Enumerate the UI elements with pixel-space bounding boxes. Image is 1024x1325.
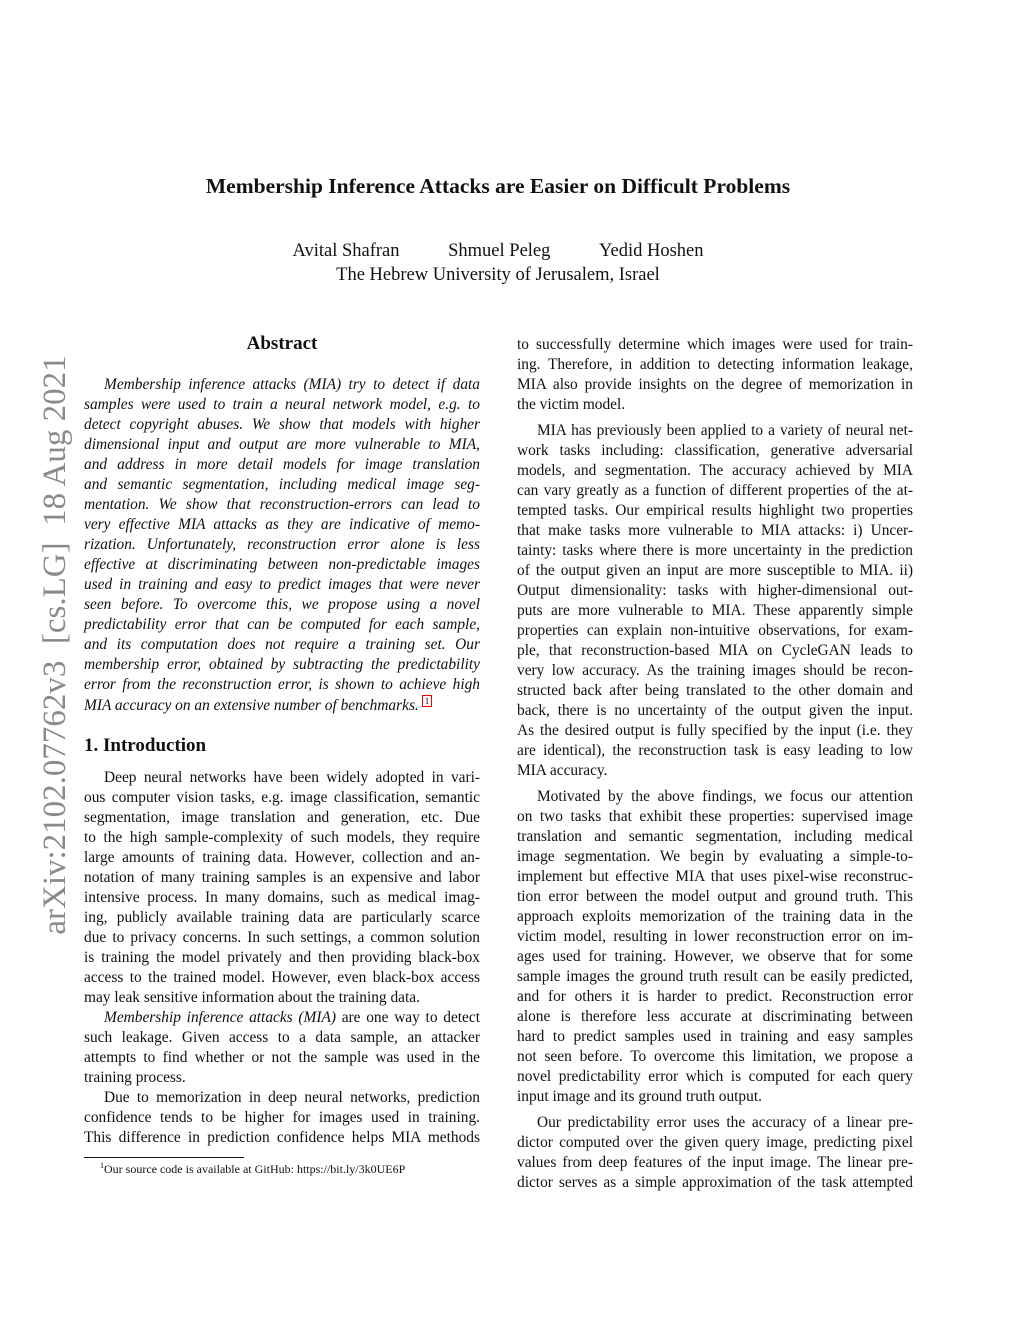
text-line: tion error between the model output and ground truth. This — [517, 888, 913, 905]
text-line: MIA also provide insights on the degree of memorization in — [517, 376, 913, 393]
text-line: predictability error that can be computed for each sample, — [84, 616, 480, 633]
footnote-text: Our source code is available at GitHub: https://bit.ly/3k0UE6P — [104, 1162, 406, 1176]
text-line: ous computer vision tasks, e.g. image classification, semantic — [84, 789, 480, 806]
text-line: MIA accuracy. — [517, 762, 608, 779]
text-line: victim model, resulting in lower reconstruction error on im- — [517, 928, 913, 945]
text-line: intensive process. In many domains, such as medical imag- — [84, 889, 480, 906]
text-line: are identical), the reconstruction task is easy leading to low — [517, 742, 913, 759]
text-line: novel predictability error which is computed for each query — [517, 1068, 913, 1085]
author-name: Yedid Hoshen — [599, 241, 704, 261]
author-list — [0, 241, 996, 262]
footnote-divider — [84, 1157, 244, 1158]
text-line: properties can explain non-intuitive observations, for exam- — [517, 622, 913, 639]
arxiv-identifier: arXiv:2102.07762v3 [cs.LG] 18 Aug 2021 — [37, 355, 73, 935]
text-line: seen before. To overcome this, we propose using a novel — [84, 596, 480, 613]
text-line: segmentation, image translation and generation, etc. Due — [84, 809, 480, 826]
text-line: of the output given an input are more susceptible to MIA. ii) — [517, 562, 913, 579]
text-line: sample images the ground truth result can be easily predicted, — [517, 968, 913, 985]
text-line: notation of many training samples is an expensive and labor — [84, 869, 480, 886]
section-heading: 1. Introduction — [84, 735, 207, 756]
text-line: to the high sample-complexity of such models, they require — [84, 829, 480, 846]
footnote-reference-link[interactable]: 1 — [422, 695, 433, 707]
text-line: to successfully determine which images were used for train- — [517, 336, 913, 353]
text-line: training process. — [84, 1069, 186, 1086]
text-line: used in training and easy to predict images that were never — [84, 576, 480, 593]
text-line: translation and semantic segmentation, including medical — [517, 828, 913, 845]
text-line: Our predictability error uses the accuracy of a linear pre- — [537, 1114, 913, 1131]
text-line: due to privacy concerns. In such settings, a common solution — [84, 929, 480, 946]
text-line: access to the trained model. However, even black-box access — [84, 969, 480, 986]
text-line: that make tasks more vulnerable to MIA attacks: i) Uncer- — [517, 522, 913, 539]
text-line: samples were used to train a neural network model, e.g. to — [84, 396, 480, 413]
text-line: Motivated by the above findings, we focus our attention — [537, 788, 913, 805]
abstract-heading: Abstract — [246, 333, 318, 354]
text-line: implement but effective MIA that uses pixel-wise reconstruc- — [517, 868, 913, 885]
text-line: alone is therefore less accurate at discriminating between — [517, 1008, 913, 1025]
text-line: confidence tends to be higher for images used in training. — [84, 1109, 480, 1126]
text-line: hard to predict samples used in training and easy samples — [517, 1028, 913, 1045]
text-line: rization. Unfortunately, reconstruction error alone is less — [84, 536, 480, 553]
text-line: and for others it is harder to predict. Reconstruction error — [517, 988, 913, 1005]
text-line: large amounts of training data. However, collection and an- — [84, 849, 480, 866]
text-line: dictor serves as a simple approximation of the task attempted — [517, 1174, 913, 1191]
text-line: models, and segmentation. The accuracy achieved by MIA — [517, 462, 913, 479]
text-line: may leak sensitive information about the training data. — [84, 989, 420, 1006]
text-line: This difference in prediction confidence helps MIA methods — [84, 1129, 480, 1146]
text-line: can vary greatly as a function of different properties of the at- — [517, 482, 913, 499]
text-line: such leakage. Given access to a data sample, an attacker — [84, 1029, 480, 1046]
text-line: work tasks including: classification, generative adversarial — [517, 442, 913, 459]
text-line: dimensional input and output are more vulnerable to MIA, — [84, 436, 480, 453]
text-line: dictor computed over the given query image, predicting pixel — [517, 1134, 913, 1151]
text-line: Membership inference attacks (MIA) are one way to detect — [104, 1009, 480, 1026]
text-line: attempts to find whether or not the sample was used in the — [84, 1049, 480, 1066]
text-line: Deep neural networks have been widely adopted in vari- — [104, 769, 480, 786]
text-line: effective at discriminating between non-predictable images — [84, 556, 480, 573]
text-line: very low accuracy. As the training images should be recon- — [517, 662, 913, 679]
text-line: and semantic segmentation, including medical image seg- — [84, 476, 480, 493]
text-line: tempted tasks. Our empirical results highlight two properties — [517, 502, 913, 519]
text-line: membership error, obtained by subtracting the predictability — [84, 656, 480, 673]
text-line: As the desired output is fully specified by the input (i.e. they — [517, 722, 913, 739]
text-line: very effective MIA attacks as they are indicative of memo- — [84, 516, 480, 533]
text-line: ages used for training. However, we observe that for some — [517, 948, 913, 965]
text-line: on two tasks that exhibit these properties: supervised image — [517, 808, 913, 825]
emphasis-text: Membership inference attacks (MIA) — [104, 1009, 336, 1026]
footnote — [100, 1161, 405, 1177]
text-line: MIA has previously been applied to a variety of neural net- — [537, 422, 913, 439]
text-line: approach exploits memorization of the training data in the — [517, 908, 913, 925]
text-line: and address in more detail models for image translation — [84, 456, 480, 473]
text-line: puts are more vulnerable to MIA. These apparently simple — [517, 602, 913, 619]
text-line: Membership inference attacks (MIA) try to detect if data — [104, 376, 480, 393]
text-line: structed back after being translated to the other domain and — [517, 682, 913, 699]
text-line: input image and its ground truth output. — [517, 1088, 762, 1105]
text-line: is training the model privately and then providing black-box — [84, 949, 480, 966]
text-line: ing, publicly available training data are particularly scarce — [84, 909, 480, 926]
text-line: ple, that reconstruction-based MIA on CycleGAN leads to — [517, 642, 913, 659]
text-line: Due to memorization in deep neural networks, prediction — [104, 1089, 480, 1106]
text-line: tainty: tasks where there is more uncertainty in the prediction — [517, 542, 913, 559]
text-line: values from deep features of the input image. The linear pre- — [517, 1154, 913, 1171]
paper-title: Membership Inference Attacks are Easier on Difficult Problems — [205, 174, 791, 198]
text-line: detect copyright abuses. We show that models with higher — [84, 416, 480, 433]
text-line: image segmentation. We begin by evaluating a simple-to- — [517, 848, 913, 865]
author-name: Avital Shafran — [292, 241, 400, 261]
text-line: not seen before. To overcome this limitation, we propose a — [517, 1048, 913, 1065]
text-line: MIA accuracy on an extensive number of benchmarks. 1 — [84, 695, 480, 715]
footnote-mark: 1 — [100, 1161, 104, 1170]
text-line: ing. Therefore, in addition to detecting information leakage, — [517, 356, 913, 373]
text-line: error from the reconstruction error, is shown to achieve high — [84, 676, 480, 693]
affiliation: The Hebrew University of Jerusalem, Israel — [336, 265, 660, 285]
text-line: the victim model. — [517, 396, 626, 413]
text-line: back, there is no uncertainty of the output given the input. — [517, 702, 913, 719]
author-name: Shmuel Peleg — [448, 241, 551, 261]
text-line: and its computation does not require a training set. Our — [84, 636, 480, 653]
text-line: Output dimensionality: tasks with higher-dimensional out- — [517, 582, 913, 599]
text-line: mentation. We show that reconstruction-errors can lead to — [84, 496, 480, 513]
